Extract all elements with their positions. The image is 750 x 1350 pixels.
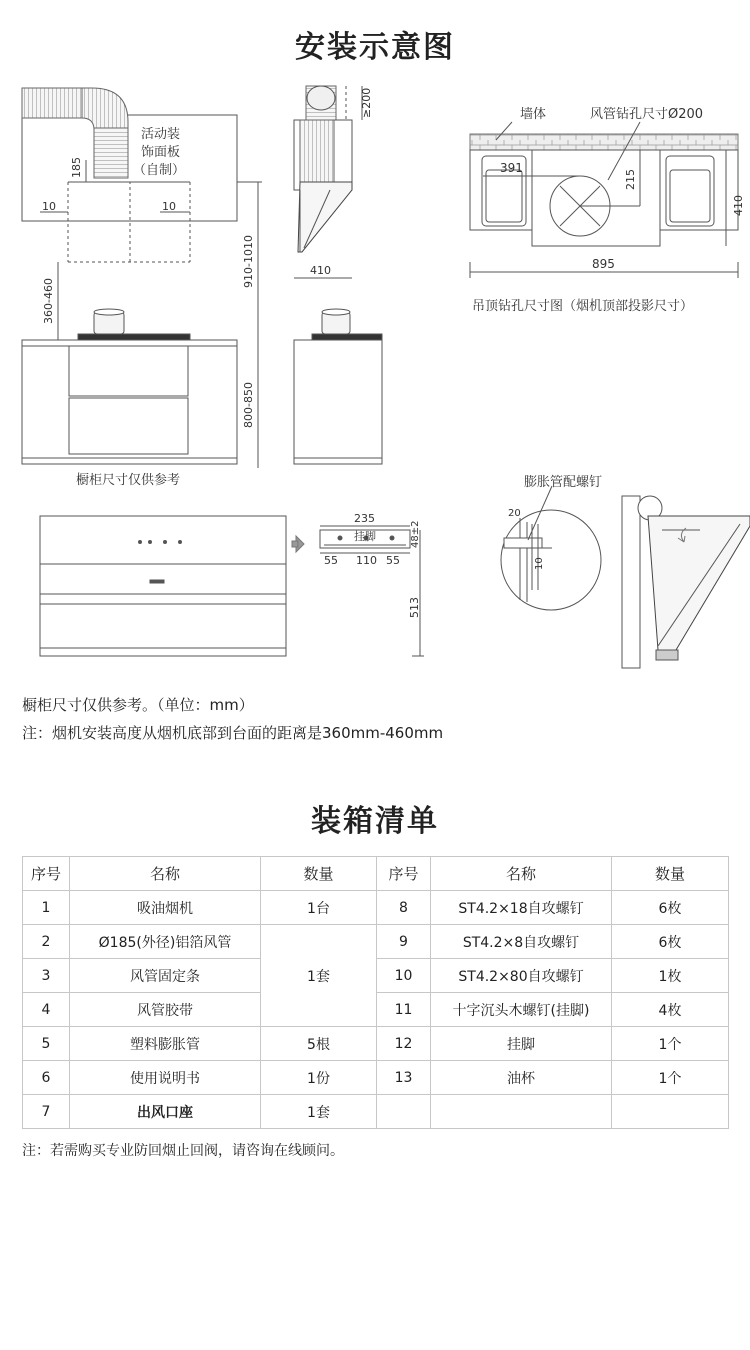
panel-label-1: 活动装 bbox=[141, 127, 181, 142]
dim-235: 235 bbox=[354, 512, 375, 525]
cell-name: 十字沉头木螺钉(挂脚) bbox=[431, 993, 612, 1027]
cell-name: 挂脚 bbox=[431, 1027, 612, 1061]
cabinet-caption: 橱柜尺寸仅供参考 bbox=[76, 473, 181, 488]
cell-name: ST4.2×18自攻螺钉 bbox=[431, 891, 612, 925]
cell-no: 1 bbox=[23, 891, 70, 925]
cell-qty: 1枚 bbox=[612, 959, 729, 993]
dim-20: 20 bbox=[508, 508, 521, 519]
header-no: 序号 bbox=[23, 857, 70, 891]
dim-48: 48±2 bbox=[410, 520, 421, 548]
header-no: 序号 bbox=[377, 857, 431, 891]
cell-qty: 4枚 bbox=[612, 993, 729, 1027]
dim-895: 895 bbox=[592, 257, 615, 271]
cell-no: 2 bbox=[23, 925, 70, 959]
cell-name: ST4.2×8自攻螺钉 bbox=[431, 925, 612, 959]
table-row bbox=[23, 1095, 729, 1129]
diagram-title: 安装示意图 bbox=[295, 30, 455, 65]
cell-no: 3 bbox=[23, 959, 70, 993]
ceiling-drill-view bbox=[470, 122, 738, 278]
cell-qty: 1个 bbox=[612, 1027, 729, 1061]
dim-10-left: 10 bbox=[42, 200, 56, 213]
screw-detail-view bbox=[501, 486, 750, 668]
hanger-view bbox=[292, 526, 424, 656]
dim-910-1010: 910-1010 bbox=[242, 235, 255, 288]
dim-410-top: 410 bbox=[732, 195, 745, 216]
cell-name: 吸油烟机 bbox=[70, 891, 261, 925]
cell-no: 12 bbox=[377, 1027, 431, 1061]
panel-label-2: 饰面板 bbox=[141, 145, 181, 160]
side-view bbox=[294, 86, 382, 464]
table-row bbox=[23, 925, 729, 959]
table-row bbox=[23, 1027, 729, 1061]
cell-qty: 1台 bbox=[261, 891, 377, 925]
cell-no: 8 bbox=[377, 891, 431, 925]
cell-qty: 1份 bbox=[261, 1061, 377, 1095]
cell-name: 风管固定条 bbox=[70, 959, 261, 993]
cell-no: 9 bbox=[377, 925, 431, 959]
table-header-row bbox=[23, 857, 729, 891]
dim-55-left: 55 bbox=[324, 554, 338, 567]
cell-qty: 5根 bbox=[261, 1027, 377, 1061]
dim-200: ≥200 bbox=[360, 87, 373, 118]
dim-10-small: 10 bbox=[534, 557, 545, 570]
cell-qty bbox=[612, 1095, 729, 1129]
cell-name: 出风口座 bbox=[70, 1095, 261, 1129]
table-row bbox=[23, 891, 729, 925]
dim-110: 110 bbox=[356, 554, 377, 567]
cell-qty: 1套 bbox=[261, 1095, 377, 1129]
header-name: 名称 bbox=[70, 857, 261, 891]
cell-no bbox=[377, 1095, 431, 1129]
cell-no: 13 bbox=[377, 1061, 431, 1095]
wall-label: 墙体 bbox=[520, 107, 547, 122]
unit-note: 橱柜尺寸仅供参考。（单位：mm） bbox=[22, 696, 254, 714]
cell-name: 使用说明书 bbox=[70, 1061, 261, 1095]
cell-no: 11 bbox=[377, 993, 431, 1027]
cell-qty: 1个 bbox=[612, 1061, 729, 1095]
cell-qty: 6枚 bbox=[612, 891, 729, 925]
cell-name: 塑料膨胀管 bbox=[70, 1027, 261, 1061]
cell-no: 4 bbox=[23, 993, 70, 1027]
check-valve-note: 注：若需购买专业防回烟止回阀，请咨询在线顾问。 bbox=[22, 1143, 344, 1159]
cell-no: 10 bbox=[377, 959, 431, 993]
dim-410-side: 410 bbox=[310, 264, 331, 277]
hanger-label: 挂脚 bbox=[354, 530, 376, 543]
cell-no: 7 bbox=[23, 1095, 70, 1129]
cell-name bbox=[431, 1095, 612, 1129]
ceiling-caption: 吊顶钻孔尺寸图（烟机顶部投影尺寸） bbox=[472, 299, 694, 314]
header-name: 名称 bbox=[431, 857, 612, 891]
cell-name: ST4.2×80自攻螺钉 bbox=[431, 959, 612, 993]
height-note: 注：烟机安装高度从烟机底部到台面的距离是360mm-460mm bbox=[22, 724, 444, 742]
dim-513: 513 bbox=[408, 597, 421, 618]
table-row bbox=[23, 1061, 729, 1095]
cell-no: 6 bbox=[23, 1061, 70, 1095]
dim-185: 185 bbox=[70, 157, 83, 178]
dim-55-right: 55 bbox=[386, 554, 400, 567]
packing-title: 装箱清单 bbox=[311, 804, 439, 839]
cell-name: Ø185(外径)铝箔风管 bbox=[70, 925, 261, 959]
duct-hole-label: 风管钻孔尺寸Ø200 bbox=[590, 107, 704, 122]
dim-10-right: 10 bbox=[162, 200, 176, 213]
cell-name: 油杯 bbox=[431, 1061, 612, 1095]
cell-qty: 1套 bbox=[261, 925, 377, 1027]
panel-label-3: （自制） bbox=[133, 163, 186, 178]
screw-label: 膨胀管配螺钉 bbox=[524, 475, 603, 490]
dim-391: 391 bbox=[500, 161, 523, 175]
hood-front-view bbox=[40, 516, 286, 656]
header-qty: 数量 bbox=[612, 857, 729, 891]
cell-qty: 6枚 bbox=[612, 925, 729, 959]
dim-215: 215 bbox=[624, 169, 637, 190]
dim-360-460: 360-460 bbox=[42, 278, 55, 324]
packing-list-table bbox=[22, 856, 729, 1129]
header-qty: 数量 bbox=[261, 857, 377, 891]
dim-800-850: 800-850 bbox=[242, 382, 255, 428]
cell-name: 风管胶带 bbox=[70, 993, 261, 1027]
cell-no: 5 bbox=[23, 1027, 70, 1061]
